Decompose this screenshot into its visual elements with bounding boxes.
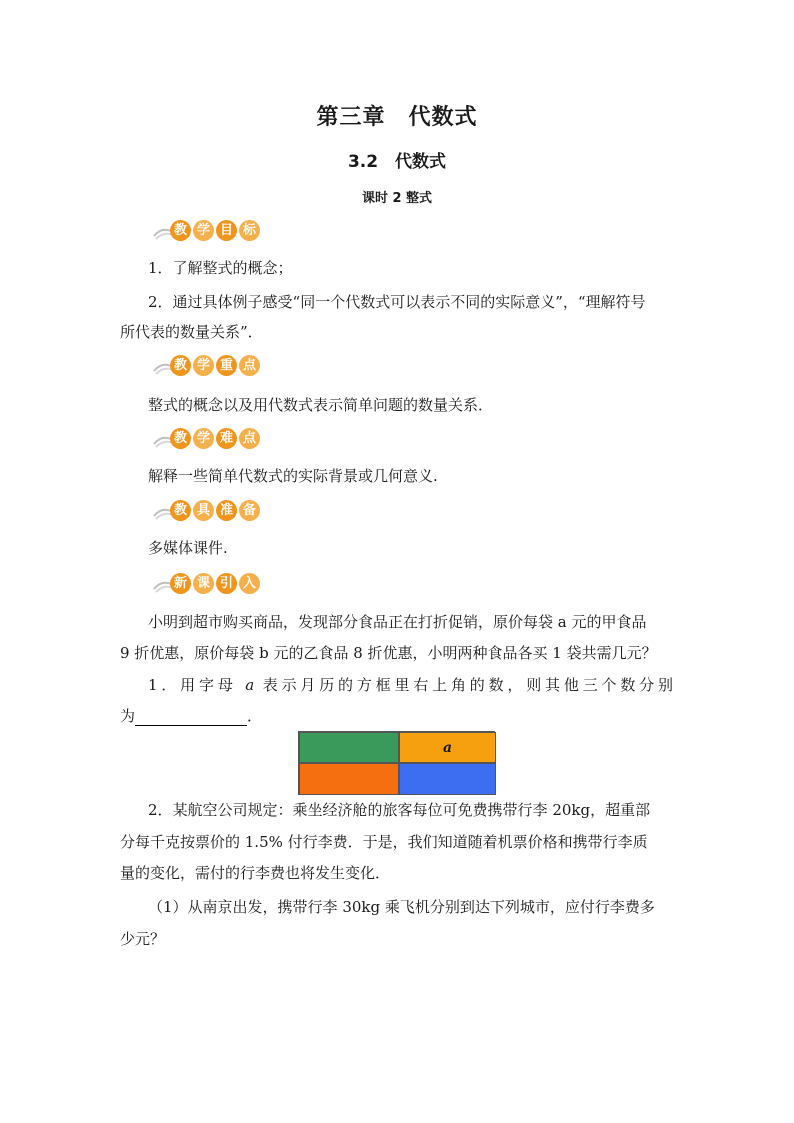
heading-char: 教 [170,500,191,521]
heading-difficulties [152,425,262,451]
question-1-line2 [120,706,262,726]
heading-char: 难 [216,428,237,449]
heading-char: 教 [170,355,191,376]
materials-text: 多媒体课件. [148,539,228,557]
variable-a: a [245,676,255,694]
heading-char: 标 [239,220,260,241]
calendar-grid [298,731,495,795]
heading-char: 重 [216,355,237,376]
question-2-sub1-line1: （1）从南京出发，携带行李 30kg 乘飞机分别到达下列城市，应付行李费多 [148,898,655,916]
goal-item-1: 1．了解整式的概念； [148,259,293,277]
lesson-title: 课时 2 整式 [361,191,433,206]
question-1-line1 [148,675,673,695]
question-2-line2: 分每千克按票价的 1.5% 付行李费．于是，我们知道随着机票价格和携带行李质 [120,833,648,851]
calendar-label: a [442,739,453,756]
heading-char: 新 [170,573,191,594]
question-1-text-a: 1．用字母 [148,676,237,694]
heading-key-points [152,352,262,378]
question-2-sub1-line2: 少元？ [120,930,166,948]
heading-char: 具 [193,500,214,521]
intro-paragraph-line2: 9 折优惠，原价每袋 b 元的乙食品 8 折优惠，小明两种食品各买 1 袋共需几元？ [120,644,657,662]
key-points-text: 整式的概念以及用代数式表示简单问题的数量关系． [148,396,494,414]
calendar-cell-top-right [399,732,496,763]
difficulties-text: 解释一些简单代数式的实际背景或几何意义. [148,467,438,485]
heading-char: 课 [193,573,214,594]
goal-item-2: 2．通过具体例子感受“同一个代数式可以表示不同的实际意义”，“理解符号 [148,293,646,311]
heading-char: 备 [239,500,260,521]
heading-char: 教 [170,220,191,241]
question-2-line3: 量的变化，需付的行李费也将发生变化． [120,864,391,882]
heading-materials [152,497,262,523]
heading-char: 学 [193,355,214,376]
heading-char: 入 [239,573,260,594]
heading-char: 点 [239,355,260,376]
heading-introduction [152,570,262,596]
calendar-cell-bottom-right [399,763,496,795]
calendar-cell-top-left [299,732,399,763]
chapter-title: 第三章 代数式 [316,105,478,130]
heading-teaching-goals [152,217,262,243]
heading-char: 点 [239,428,260,449]
heading-char: 学 [193,220,214,241]
section-title: 3.2 代数式 [347,152,447,172]
question-2-line1: 2．某航空公司规定：乘坐经济舱的旅客每位可免费携带行李 20kg，超重部 [148,801,651,819]
calendar-cell-bottom-left [299,763,399,795]
heading-char: 引 [216,573,237,594]
question-1-text-b: 表示月历的方框里右上角的数，则其他三个数分别 [262,676,673,694]
goal-item-2-cont: 所代表的数量关系”． [120,323,263,341]
heading-char: 准 [216,500,237,521]
answer-blank [135,709,247,726]
question-1-prefix: 为 [120,707,136,725]
heading-char: 学 [193,428,214,449]
heading-char: 目 [216,220,237,241]
intro-paragraph-line1: 小明到超市购买商品，发现部分食品正在打折促销，原价每袋 a 元的甲食品 [148,613,647,631]
heading-char: 教 [170,428,191,449]
question-1-suffix: ． [247,707,263,725]
